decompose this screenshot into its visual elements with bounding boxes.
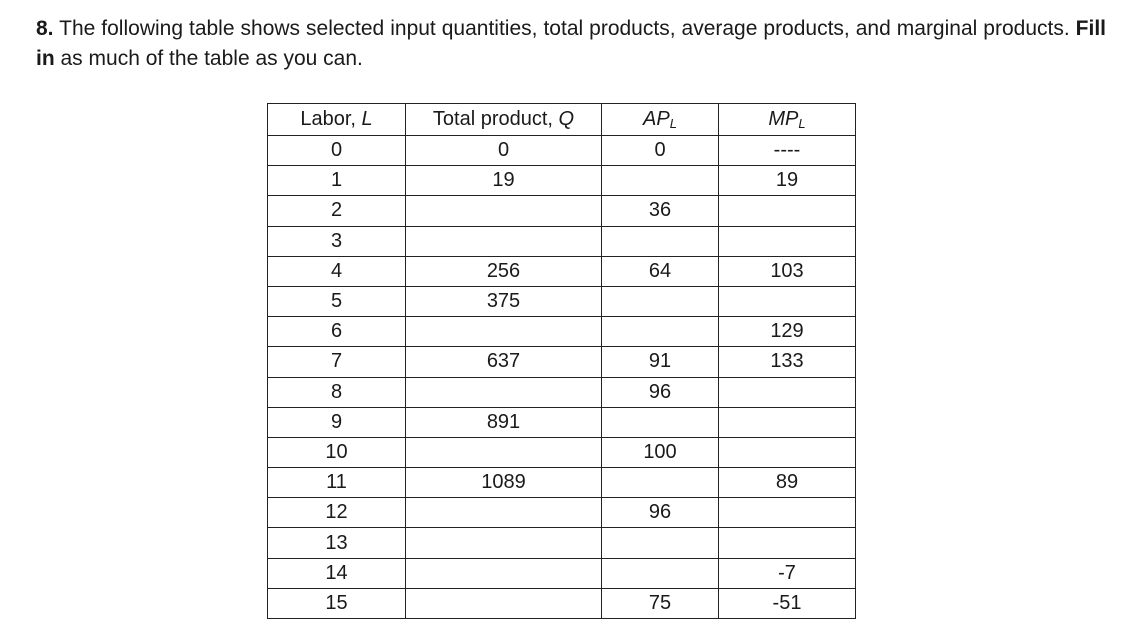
cell-total-product — [406, 226, 602, 256]
cell-total-product — [406, 558, 602, 588]
cell-total-product: 256 — [406, 256, 602, 286]
cell-total-product — [406, 377, 602, 407]
cell-average-product — [602, 528, 719, 558]
table-row — [268, 407, 856, 437]
cell-labor: 0 — [268, 136, 406, 166]
cell-average-product — [602, 286, 719, 316]
question-text — [36, 14, 1106, 74]
cell-total-product — [406, 528, 602, 558]
cell-labor: 5 — [268, 286, 406, 316]
cell-marginal-product: 129 — [719, 317, 856, 347]
cell-average-product: 64 — [602, 256, 719, 286]
cell-labor: 12 — [268, 498, 406, 528]
cell-total-product — [406, 588, 602, 618]
cell-marginal-product: -51 — [719, 588, 856, 618]
cell-marginal-product: -7 — [719, 558, 856, 588]
cell-average-product — [602, 468, 719, 498]
table-row — [268, 196, 856, 226]
table-row — [268, 256, 856, 286]
cell-total-product: 1089 — [406, 468, 602, 498]
question-number: 8. — [36, 17, 54, 40]
cell-labor: 10 — [268, 437, 406, 467]
cell-average-product: 36 — [602, 196, 719, 226]
cell-average-product: 100 — [602, 437, 719, 467]
table-header-row — [268, 104, 856, 136]
cell-average-product: 91 — [602, 347, 719, 377]
cell-average-product: 96 — [602, 377, 719, 407]
cell-total-product: 19 — [406, 166, 602, 196]
cell-average-product: 75 — [602, 588, 719, 618]
cell-average-product — [602, 407, 719, 437]
header-average-product: $AP_L$ — [602, 104, 719, 136]
cell-labor: 15 — [268, 588, 406, 618]
table-row — [268, 468, 856, 498]
question-body-2: as much of the table as you can. — [54, 47, 363, 70]
cell-average-product — [602, 558, 719, 588]
cell-labor: 4 — [268, 256, 406, 286]
header-marginal-product: $MP_L$ — [719, 104, 856, 136]
header-labor: Labor, L — [268, 104, 406, 136]
table-row — [268, 166, 856, 196]
table-row — [268, 377, 856, 407]
table-row — [268, 498, 856, 528]
cell-total-product: 0 — [406, 136, 602, 166]
cell-marginal-product — [719, 437, 856, 467]
cell-labor: 8 — [268, 377, 406, 407]
cell-total-product: 375 — [406, 286, 602, 316]
cell-average-product: 0 — [602, 136, 719, 166]
cell-average-product — [602, 317, 719, 347]
cell-labor: 11 — [268, 468, 406, 498]
cell-average-product — [602, 226, 719, 256]
cell-average-product — [602, 166, 719, 196]
production-table — [267, 103, 856, 619]
cell-total-product — [406, 196, 602, 226]
header-total-product: Total product, Q — [406, 104, 602, 136]
cell-total-product — [406, 317, 602, 347]
table-row — [268, 437, 856, 467]
cell-marginal-product: ---- — [719, 136, 856, 166]
table-row — [268, 558, 856, 588]
cell-labor: 2 — [268, 196, 406, 226]
cell-marginal-product — [719, 226, 856, 256]
cell-marginal-product — [719, 498, 856, 528]
table-row — [268, 317, 856, 347]
cell-total-product: 891 — [406, 407, 602, 437]
cell-marginal-product: 19 — [719, 166, 856, 196]
table-row — [268, 588, 856, 618]
cell-marginal-product — [719, 407, 856, 437]
cell-total-product — [406, 498, 602, 528]
cell-labor: 1 — [268, 166, 406, 196]
cell-labor: 3 — [268, 226, 406, 256]
table-row — [268, 347, 856, 377]
cell-labor: 7 — [268, 347, 406, 377]
table-row — [268, 528, 856, 558]
cell-marginal-product — [719, 377, 856, 407]
table-row — [268, 136, 856, 166]
cell-marginal-product: 133 — [719, 347, 856, 377]
cell-total-product — [406, 437, 602, 467]
cell-average-product: 96 — [602, 498, 719, 528]
table-row — [268, 226, 856, 256]
cell-labor: 13 — [268, 528, 406, 558]
cell-marginal-product: 89 — [719, 468, 856, 498]
cell-labor: 9 — [268, 407, 406, 437]
cell-labor: 6 — [268, 317, 406, 347]
cell-marginal-product — [719, 528, 856, 558]
cell-marginal-product — [719, 286, 856, 316]
cell-marginal-product: 103 — [719, 256, 856, 286]
cell-marginal-product — [719, 196, 856, 226]
cell-total-product: 637 — [406, 347, 602, 377]
question-emphasis: Fill in — [36, 17, 1106, 70]
table-row — [268, 286, 856, 316]
question-body-1: The following table shows selected input quantities, total products, average products, and marginal products. — [53, 17, 1076, 40]
cell-labor: 14 — [268, 558, 406, 588]
